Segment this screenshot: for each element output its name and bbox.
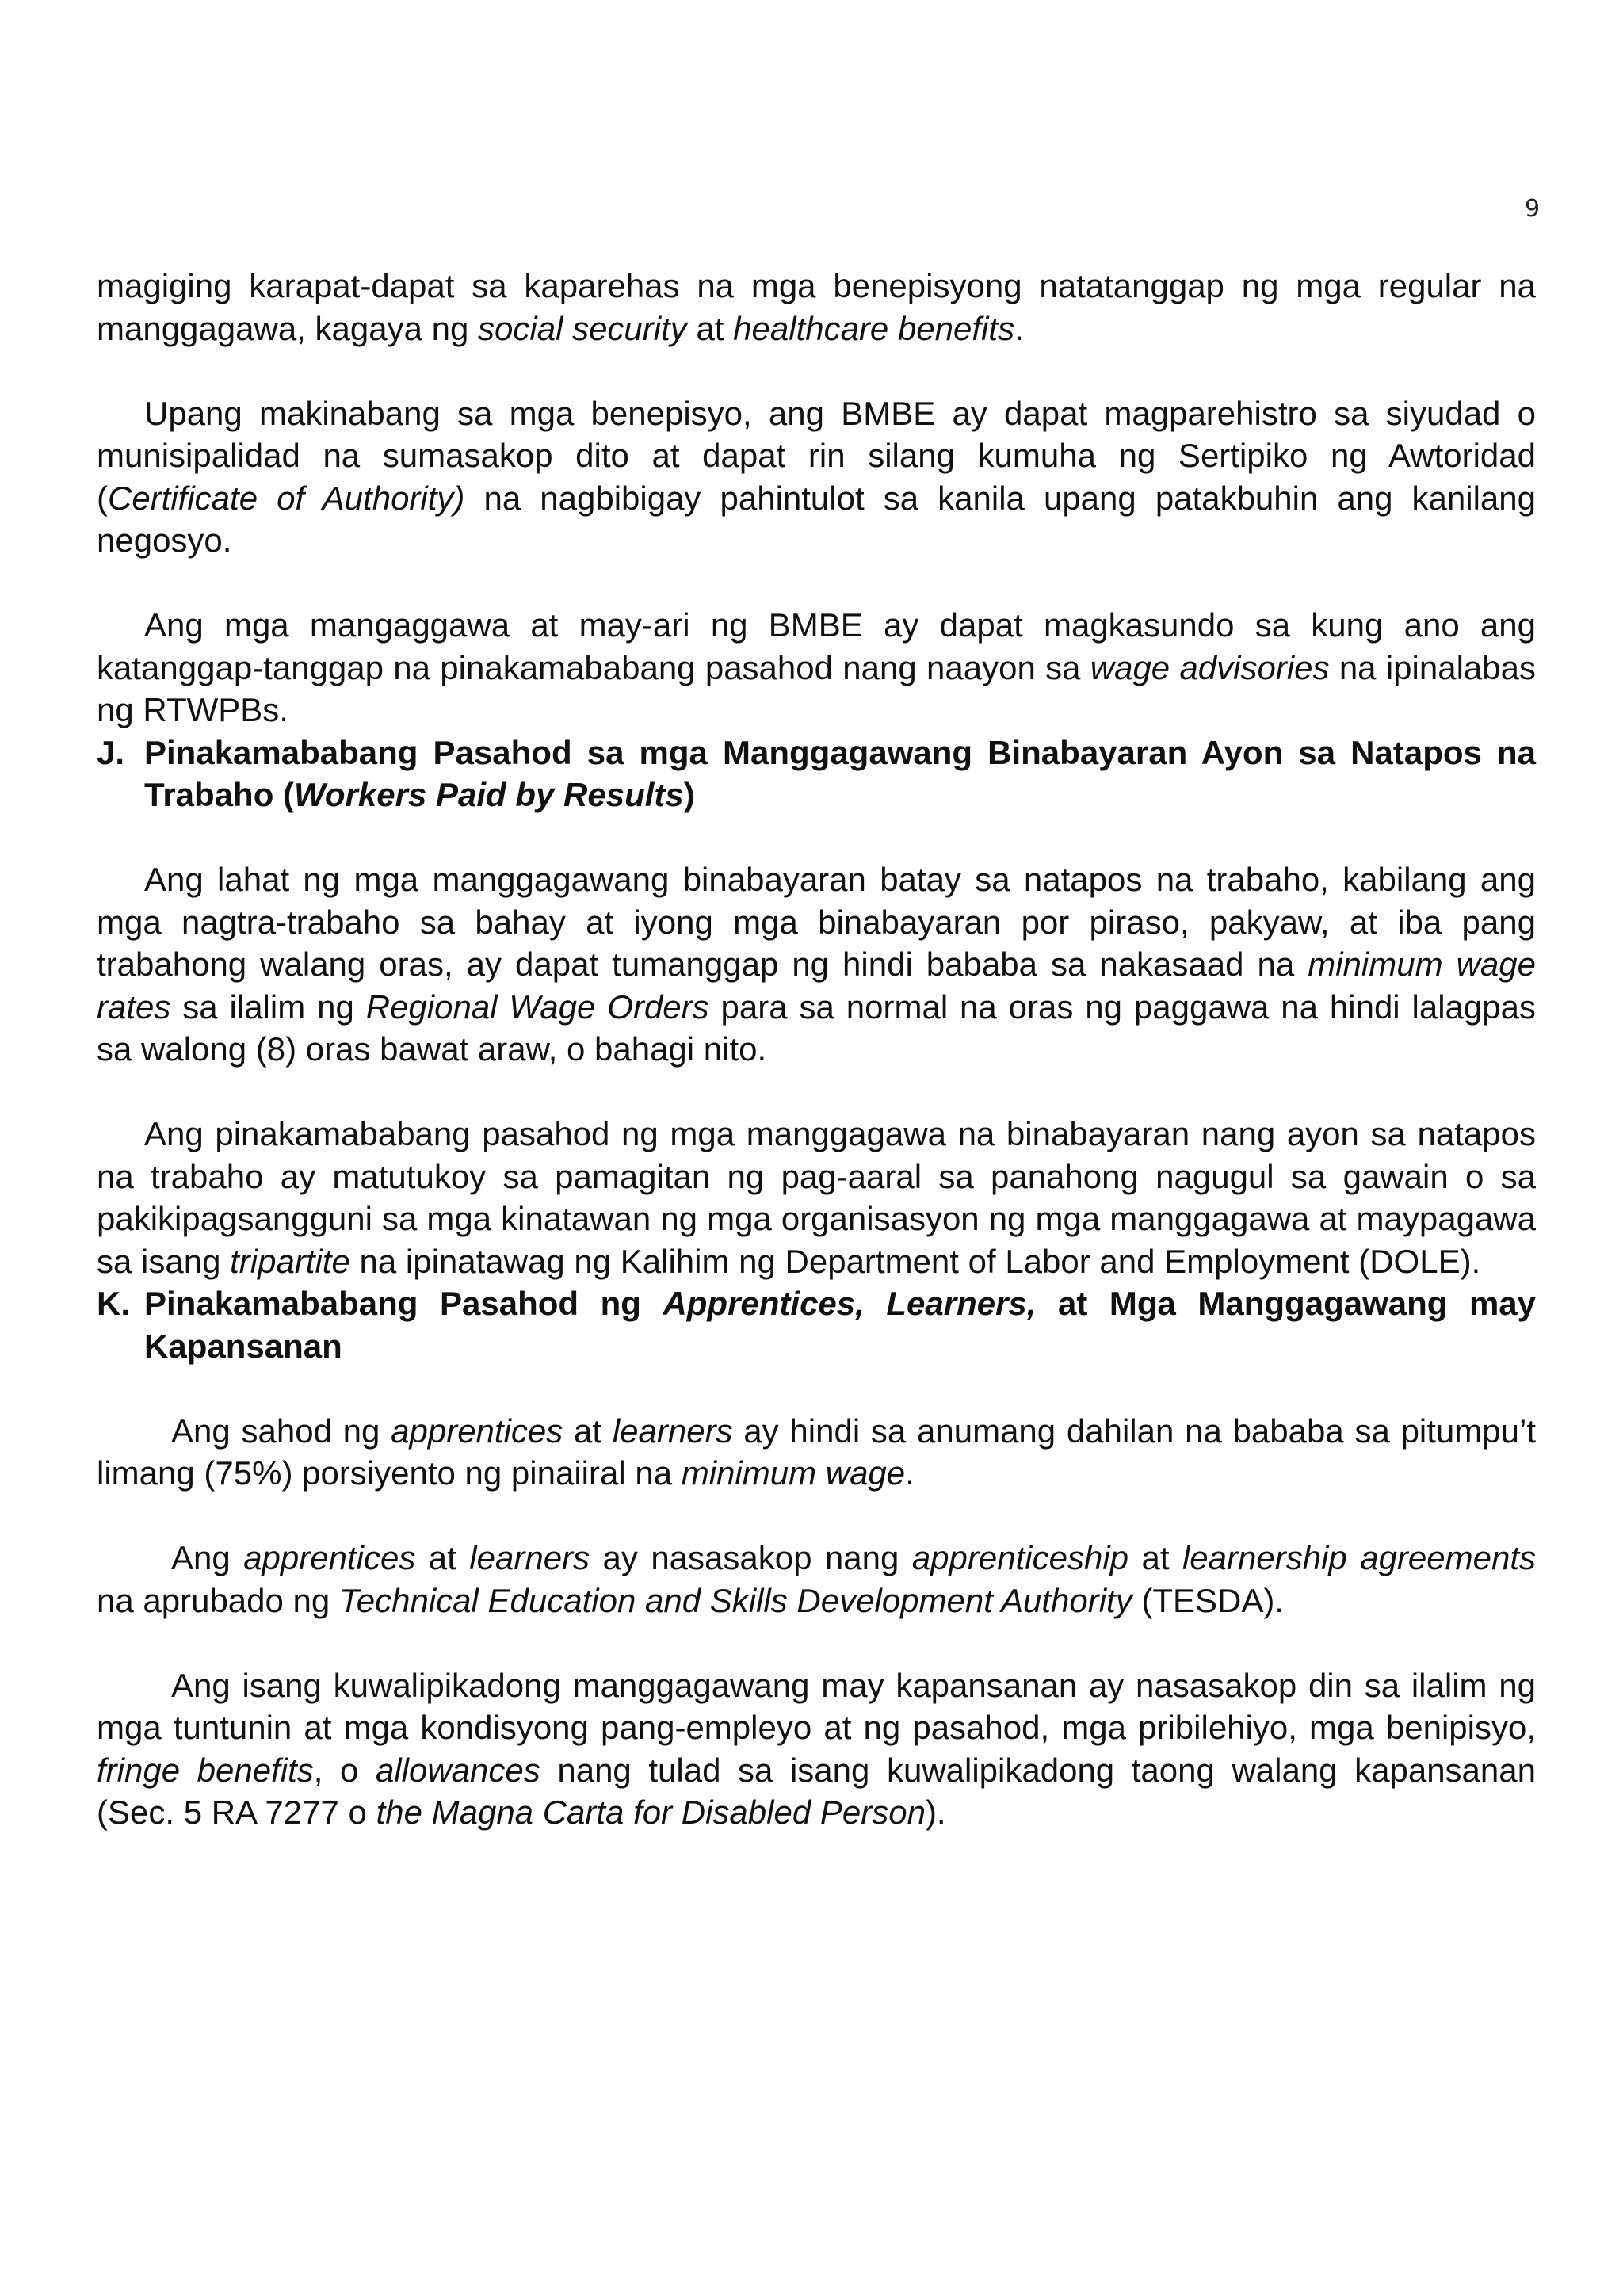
section-heading-j: [97, 732, 1536, 816]
page-number: 9: [1525, 195, 1541, 223]
paragraph-bmbe-registration: Upang makinabang sa mga benepisyo, ang BMBE ay dapat magparehistro sa siyudad o munisipalidad na sumasakop dito at dapat rin silang kumuha ng Sertipiko ng Awtoridad (Certificate of Authority) na nagbibigay pahintulot sa kanila upang patakbuhin ang kanilang negosyo.: [97, 394, 1536, 559]
paragraph-bmbe-wage-agreement: Ang mga mangaggawa at may-ari ng BMBE ay dapat magkasundo sa kung ano ang katanggap-tanggap na pinakamababang pasahod nang naayon sa wage advisories na ipinalabas ng RTWPBs.: [97, 606, 1536, 728]
paragraph-paid-by-results: Ang lahat ng mga manggagawang binabayaran batay sa natapos na trabaho, kabilang ang mga nagtra-trabaho sa bahay at iyong mga binabayaran por piraso, pakyaw, at iba pang trabahong walang oras, ay dapat tumanggap ng hindi bababa sa nakasaad na minimum wage rates sa ilalim ng Regional Wage Orders para sa normal na oras ng paggawa na hindi lalagpas sa walong (8) oras bawat araw, o bahagi nito.: [97, 861, 1536, 1068]
section-heading-k: [97, 1282, 1536, 1367]
section-letter-j: J.: [97, 733, 125, 771]
paragraph-apprentice-agreements: Ang apprentices at learners ay nasasakop nang apprenticeship at learnership agreements na aprubado ng Technical Education and Skills Development Authority (TESDA).: [97, 1539, 1537, 1619]
paragraph-disabled-workers: Ang isang kuwalipikadong manggagawang may kapansanan ay nasasakop din sa ilalim ng mga tuntunin at mga kondisyong pang-empleyo at ng pasahod, mga pribilehiyo, mga benipisyo, fringe benefits, o allowances nang tulad sa isang kuwalipikadong taong walang kapansanan (Sec. 5 RA 7277 o the Magna Carta for Disabled Person).: [97, 1666, 1536, 1831]
section-title-k: Pinakamababang Pasahod ng Apprentices, Learners, at Mga Manggagawang may Kapansanan: [144, 1285, 1537, 1365]
paragraph-paid-by-results-determination: Ang pinakamababang pasahod ng mga manggagawa na binabayaran nang ayon sa natapos na trabaho ay matutukoy sa pamagitan ng pag-aaral sa panahong nagugul sa gawain o sa pakikipagsangguni sa mga kinatawan ng mga organisasyon ng mga manggagawa at maypagawa sa isang tripartite na ipinatawag ng Kalihim ng Department of Labor and Employment (DOLE).: [97, 1115, 1536, 1280]
section-title-j: Pinakamababang Pasahod sa mga Manggagawang Binabayaran Ayon sa Natapos na Trabaho (Workers Paid by Results): [144, 733, 1536, 813]
document-body: [97, 265, 1536, 1834]
paragraph-apprentice-wage: Ang sahod ng apprentices at learners ay hindi sa anumang dahilan na bababa sa pitumpu’t limang (75%) porsiyento ng pinaiiral na minimum wage.: [97, 1412, 1536, 1492]
section-letter-k: K.: [97, 1285, 130, 1322]
paragraph-benefits-continuation: magiging karapat-dapat sa kaparehas na mga benepisyong natatanggap ng mga regular na manggagawa, kagaya ng social security at healthcare benefits.: [97, 267, 1536, 347]
